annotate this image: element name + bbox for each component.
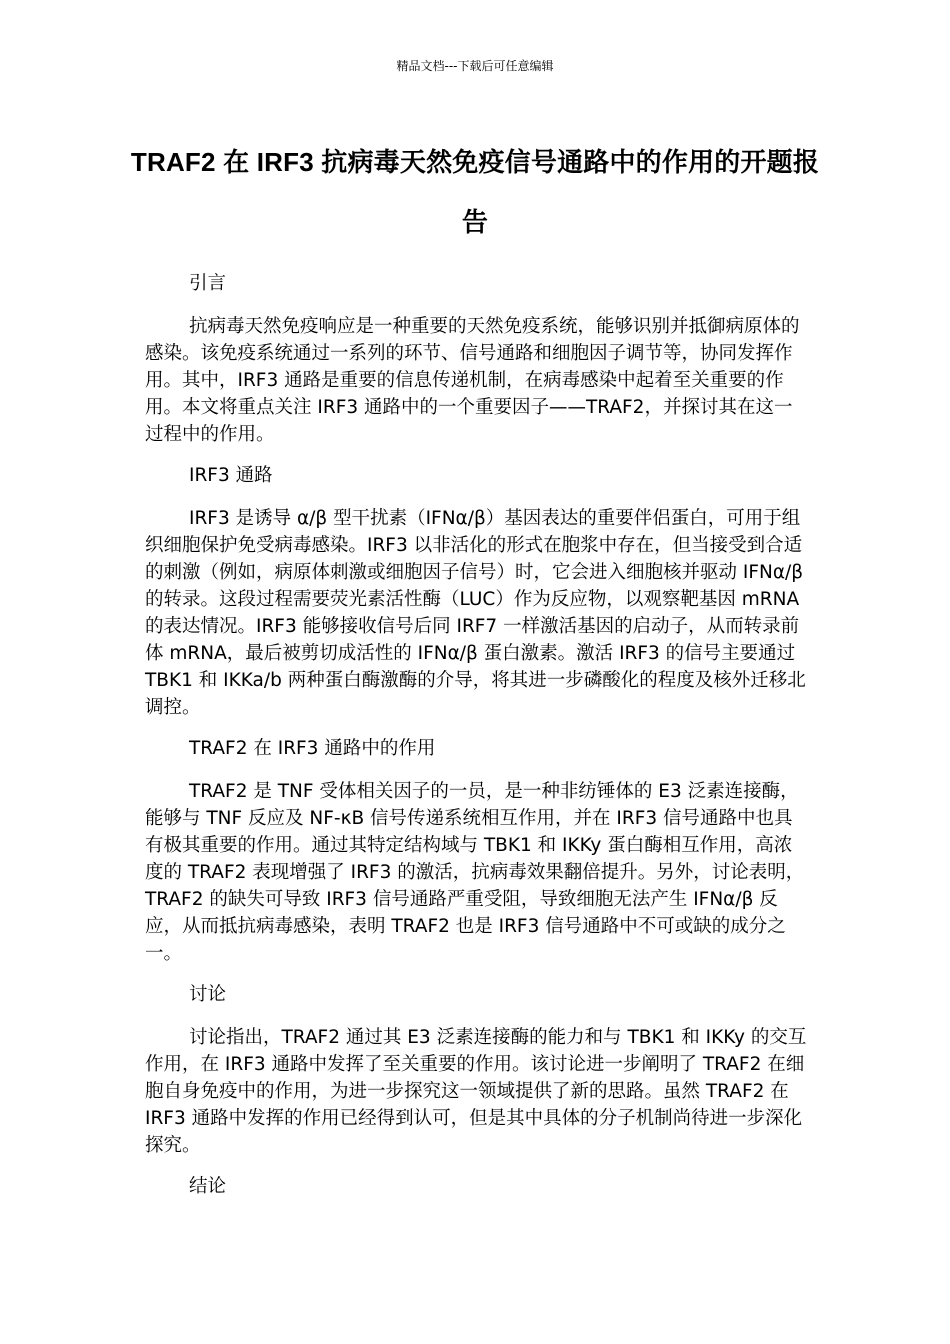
section-paragraph-irf3: IRF3 是诱导 α/β 型干扰素（IFNα/β）基因表达的重要伴侣蛋白，可用于组织细胞保护免受病毒感染。IRF3 以非活化的形式在胞浆中存在，但当接受到合适的刺激（例如，病原体刺激或细胞因子信号）时，它会进入细胞核并驱动 IFNα/β 的转录。这段过程需要荧光素活性酶（LUC）作为反应物，以观察靶基因 mRNA 的表达情况。IRF3 能够接收信号后同 IRF7 一样激活基因的启动子，从而转录前体 mRNA，最后被剪切成活性的 IFNα/β 蛋白激素。激活 IRF3 的信号主要通过 TBK1 和 IKKa/b 两种蛋白酶激酶的介导，将其进一步磷酸化的程度及核外迁移北调控。 (145, 508, 806, 718)
section-heading-discussion: 讨论 (189, 984, 227, 1005)
document-title: TRAF2 在 IRF3 抗病毒天然免疫信号通路中的作用的开题报告 (130, 147, 820, 237)
section-heading-conclusion: 结论 (189, 1176, 227, 1197)
header-note: 精品文档---下载后可任意编辑 (396, 59, 554, 73)
document-body (145, 270, 807, 1216)
section-paragraph-discussion: 讨论指出，TRAF2 通过其 E3 泛素连接酶的能力和与 TBK1 和 IKKy 的交互作用，在 IRF3 通路中发挥了至关重要的作用。该讨论进一步阐明了 TRAF2 在细胞自身免疫中的作用，为进一步探究这一领域提供了新的思路。虽然 TRAF2 在 IRF3 通路中发挥的作用已经得到认可，但是其中具体的分子机制尚待进一步深化探究。 (145, 1027, 807, 1156)
section-heading-intro: 引言 (189, 273, 227, 294)
section-heading-irf3: IRF3 通路 (189, 465, 273, 486)
section-paragraph-traf2: TRAF2 是 TNF 受体相关因子的一员，是一种非纺锤体的 E3 泛素连接酶，能够与 TNF 反应及 NF-κB 信号传递系统相互作用，并在 IRF3 信号通路中也具有极其重要的作用。通过其特定结构域与 TBK1 和 IKKy 蛋白酶相互作用，高浓度的 TRAF2 表现增强了 IRF3 的激活，抗病毒效果翻倍提升。另外，讨论表明，TRAF2 的缺失可导致 IRF3 信号通路严重受阻，导致细胞无法产生 IFNα/β 反应，从而抵抗病毒感染，表明 TRAF2 也是 IRF3 信号通路中不可或缺的成分之一。 (145, 781, 805, 964)
section-heading-traf2: TRAF2 在 IRF3 通路中的作用 (189, 738, 436, 759)
section-paragraph-intro: 抗病毒天然免疫响应是一种重要的天然免疫系统，能够识别并抵御病原体的感染。该免疫系统通过一系列的环节、信号通路和细胞因子调节等，协同发挥作用。其中，IRF3 通路是重要的信息传递机制，在病毒感染中起着至关重要的作用。本文将重点关注 IRF3 通路中的一个重要因子——TRAF2，并探讨其在这一过程中的作用。 (145, 316, 800, 445)
